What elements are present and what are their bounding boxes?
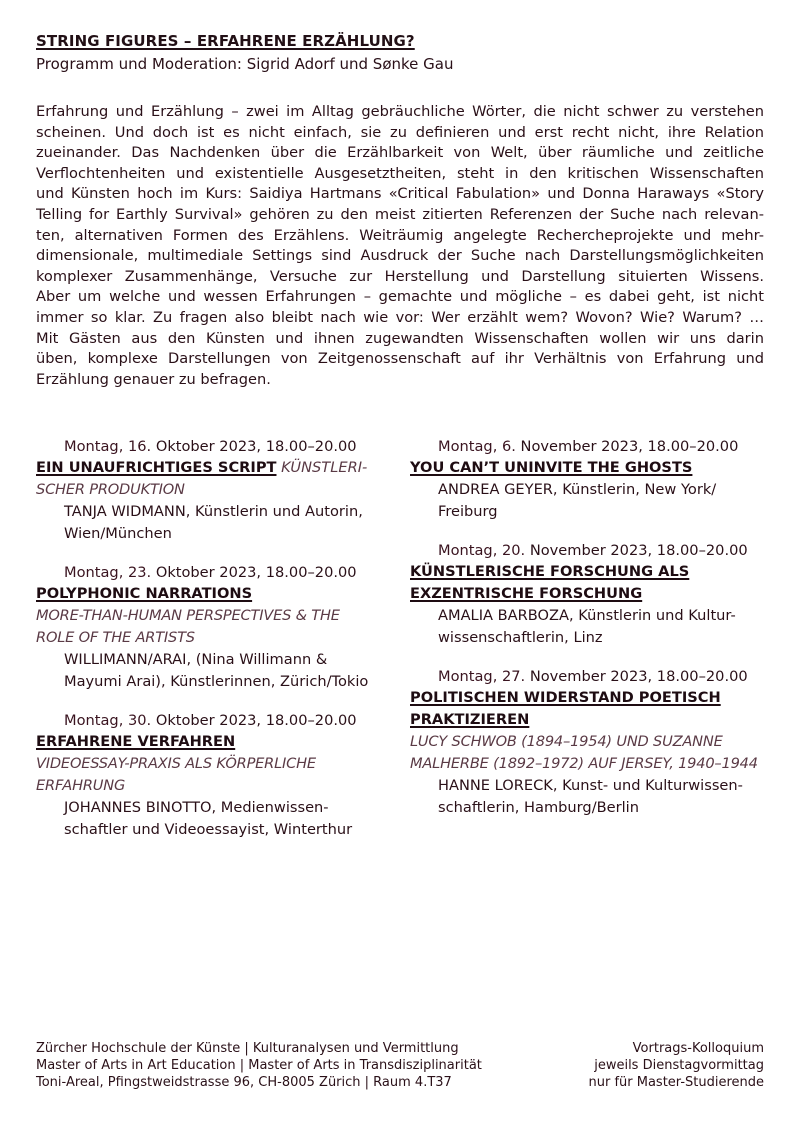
intro-line: ten, alternativen Formen des Erzählens. Weiträumig angelegte Rechercheprojekte und mehr-	[36, 226, 764, 244]
event-subtitle: SCHER PRODUKTION	[36, 481, 185, 498]
event-speaker: TANJA WIDMANN, Künstlerin und Autorin,	[64, 503, 363, 520]
document-title: STRING FIGURES – ERFAHRENE ERZÄHLUNG?	[36, 32, 415, 50]
event-date-rest: November 2023, 18.00–20.00	[515, 438, 739, 455]
intro-line: zueinander. Das Nachdenken über die Erzählbarkeit von Welt, über räumliche und zeitliche	[36, 144, 764, 162]
event-subtitle: ROLE OF THE ARTISTS	[36, 629, 195, 646]
event-subtitle: LUCY SCHWOB (1894–1954) UND SUZANNE	[410, 733, 723, 750]
intro-line: und Künsten hoch im Kurs: Saidiya Hartmans «Critical Fabulation» und Donna Haraways «Story	[36, 185, 764, 203]
event-title	[410, 687, 780, 709]
event-title-text: PRAKTIZIEREN	[410, 711, 530, 728]
event-speaker: HANNE LORECK, Kunst- und Kulturwissen-	[438, 777, 743, 794]
event-title-text: POLYPHONIC NARRATIONS	[36, 585, 253, 602]
event-title	[410, 709, 780, 731]
event-date	[36, 562, 396, 583]
event-title-text: ERFAHRENE VERFAHREN	[36, 733, 236, 750]
event-day: Montag, 6.	[438, 438, 516, 455]
events-column-left	[36, 436, 396, 858]
event-day: Montag, 20.	[438, 542, 526, 559]
document-subtitle: Programm und Moderation: Sigrid Adorf und Sønke Gau	[36, 55, 454, 73]
event-speaker: wissenschaftlerin, Linz	[438, 629, 603, 646]
footer-left-line: Toni-Areal, Pfingstweidstrasse 96, CH-8005 Zürich | Raum 4.T37	[36, 1075, 452, 1090]
event-speaker: ANDREA GEYER, Künstlerin, New York/	[438, 481, 717, 498]
event-day: Montag, 30.	[64, 712, 152, 729]
event-speaker: Freiburg	[438, 503, 498, 520]
event-title	[410, 457, 780, 479]
event-entry	[36, 436, 396, 545]
event-title-text: EIN UNAUFRICHTIGES SCRIPT	[36, 459, 277, 476]
intro-line: komplexer Zusammenhänge, Versuche zur Herstellung und Darstellung situierten Wissens.	[36, 267, 764, 285]
events-column-right	[410, 436, 780, 836]
event-date	[410, 540, 780, 561]
event-date	[36, 710, 396, 731]
event-speaker: JOHANNES BINOTTO, Medienwissen-	[64, 799, 329, 816]
event-date-rest: November 2023, 18.00–20.00	[525, 542, 748, 559]
event-entry	[410, 436, 780, 523]
footer-right-line: jeweils Dienstagvormittag	[594, 1058, 764, 1073]
event-speaker: WILLIMANN/ARAI, (Nina Willimann &	[64, 651, 328, 668]
intro-line: Erfahrung und Erzählung – zwei im Alltag gebräuchliche Wörter, die nicht schwer zu verstehen	[36, 103, 764, 120]
event-title	[36, 583, 396, 605]
event-date-rest: November 2023, 18.00–20.00	[525, 668, 748, 685]
event-title	[36, 457, 396, 479]
event-date	[410, 436, 780, 457]
event-date-rest: Oktober 2023, 18.00–20.00	[151, 564, 357, 581]
intro-paragraph	[36, 102, 764, 390]
event-day: Montag, 27.	[438, 668, 526, 685]
event-subtitle: VIDEOESSAY-PRAXIS ALS KÖRPERLICHE	[36, 755, 316, 772]
event-title-text: KÜNSTLERISCHE FORSCHUNG ALS	[410, 563, 690, 580]
event-date-rest: Oktober 2023, 18.00–20.00	[151, 438, 357, 455]
intro-line: Mit Gästen aus den Künsten und ihnen zugewandten Wissenschaften wollen wir uns darin	[36, 329, 764, 347]
event-entry	[36, 710, 396, 841]
event-entry	[36, 562, 396, 693]
footer-institution	[36, 1040, 482, 1091]
event-title-inline-subtitle: KÜNSTLERI-	[276, 459, 368, 476]
event-speaker: schaftlerin, Hamburg/Berlin	[438, 799, 639, 816]
event-day: Montag, 16.	[64, 438, 152, 455]
event-entry	[410, 540, 780, 649]
intro-line: üben, komplexe Darstellungen von Zeitgenossenschaft auf ihr Verhältnis von Erfahrung und	[36, 350, 764, 368]
event-title	[410, 561, 780, 583]
event-title-text: POLITISCHEN WIDERSTAND POETISCH	[410, 689, 721, 706]
event-date-rest: Oktober 2023, 18.00–20.00	[151, 712, 357, 729]
event-speaker: Wien/München	[64, 525, 172, 542]
event-date	[410, 666, 780, 687]
event-title-text: YOU CAN’T UNINVITE THE GHOSTS	[410, 459, 693, 476]
event-subtitle: ERFAHRUNG	[36, 777, 126, 794]
event-date	[36, 436, 396, 457]
intro-line: dimensionale, multimediale Settings sind Ausdruck der Suche nach Darstellungsmöglichkeiten	[36, 247, 764, 265]
intro-line: Telling for Earthly Survival» gehören zu den meist zitierten Referenzen der Suche nach relevan-	[36, 205, 764, 223]
event-subtitle: MORE-THAN-HUMAN PERSPECTIVES & THE	[36, 607, 340, 624]
event-subtitle: MALHERBE (1892–1972) AUF JERSEY, 1940–1944	[410, 755, 758, 772]
footer-right-line: nur für Master-Studierende	[588, 1075, 764, 1090]
intro-line: Aber um welche und wessen Erfahrungen – gemachte und mögliche – es dabei geht, ist nicht	[36, 288, 764, 306]
footer-left-line: Master of Arts in Art Education | Master of Arts in Transdisziplinarität	[36, 1058, 482, 1073]
event-title	[36, 731, 396, 753]
intro-line: Verflochtenheiten und existentielle Ausgesetztheiten, steht in den kritischen Wissenschaften	[36, 164, 764, 182]
event-speaker: Mayumi Arai), Künstlerinnen, Zürich/Tokio	[64, 673, 369, 690]
event-entry	[410, 666, 780, 819]
footer-left-line: Zürcher Hochschule der Künste | Kulturanalysen und Vermittlung	[36, 1041, 459, 1056]
footer-right-line: Vortrags-Kolloquium	[632, 1041, 764, 1056]
intro-line: Erzählung genauer zu befragen.	[36, 370, 271, 388]
intro-line: scheinen. Und doch ist es nicht einfach, sie zu definieren und erst recht nicht, ihre Relation	[36, 123, 764, 141]
event-speaker: schaftler und Videoessayist, Winterthur	[64, 821, 353, 838]
event-title-text: EXZENTRISCHE FORSCHUNG	[410, 585, 643, 602]
intro-line: immer so klar. Zu fragen also bleibt nach wie vor: Wer erzählt wem? Wovon? Wie? Warum? …	[36, 308, 764, 326]
footer-notice	[589, 1040, 765, 1091]
event-title	[410, 583, 780, 605]
event-day: Montag, 23.	[64, 564, 152, 581]
event-speaker: AMALIA BARBOZA, Künstlerin und Kultur-	[438, 607, 736, 624]
